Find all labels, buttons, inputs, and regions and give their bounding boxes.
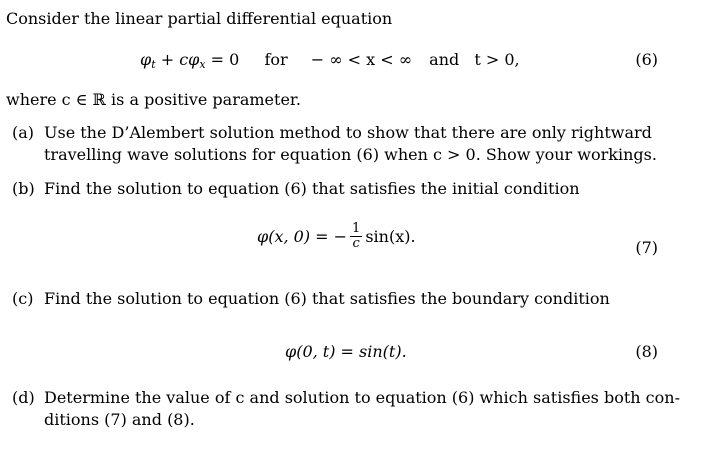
eq6-and: and bbox=[429, 50, 460, 69]
part-b-label: (b) bbox=[12, 179, 35, 198]
eq7-lhs: φ(x, 0) = − bbox=[257, 226, 348, 246]
part-a-line2: travelling wave solutions for equation (6) when c > 0. Show your workings. bbox=[44, 145, 657, 164]
part-d-line2: ditions (7) and (8). bbox=[44, 410, 195, 429]
equation-6-number: (6) bbox=[635, 50, 658, 69]
eq6-plus: + bbox=[155, 50, 180, 69]
eq7-fraction-denominator: c bbox=[352, 236, 360, 251]
equation-8-number: (8) bbox=[635, 342, 658, 361]
intro-text: Consider the linear partial differential equation bbox=[6, 9, 393, 28]
equation-6 bbox=[140, 50, 520, 75]
eq6-sub-t: t bbox=[151, 58, 156, 71]
equation-7-number: (7) bbox=[635, 238, 658, 257]
eq6-phi-x: φ bbox=[188, 50, 200, 69]
part-b-line1: Find the solution to equation (6) that satisfies the initial condition bbox=[44, 179, 580, 198]
equation-7 bbox=[257, 222, 416, 251]
eq6-sub-x: x bbox=[199, 58, 206, 71]
eq6-range: − ∞ < x < ∞ bbox=[310, 50, 413, 69]
eq6-phi-t: φ bbox=[140, 50, 152, 69]
eq7-fraction-numerator: 1 bbox=[352, 221, 361, 236]
part-d-line1: Determine the value of c and solution to equation (6) which satisfies both con- bbox=[44, 388, 680, 407]
eq6-for: for bbox=[264, 50, 288, 69]
eq7-fraction bbox=[350, 222, 362, 251]
part-d-label: (d) bbox=[12, 388, 35, 407]
part-a-label: (a) bbox=[12, 123, 35, 142]
eq6-rhs: = 0 bbox=[205, 50, 240, 69]
part-a-line1: Use the D’Alembert solution method to show that there are only rightward bbox=[44, 123, 652, 142]
where-line: where c ∈ ℝ is a positive parameter. bbox=[6, 90, 301, 109]
part-c-line1: Find the solution to equation (6) that satisfies the boundary condition bbox=[44, 289, 610, 308]
eq6-c: c bbox=[179, 50, 189, 69]
eq7-rhs: sin(x). bbox=[365, 226, 416, 246]
part-c-label: (c) bbox=[12, 289, 34, 308]
eq6-t-condition: t > 0, bbox=[474, 50, 520, 69]
equation-8: φ(0, t) = sin(t). bbox=[285, 342, 407, 361]
